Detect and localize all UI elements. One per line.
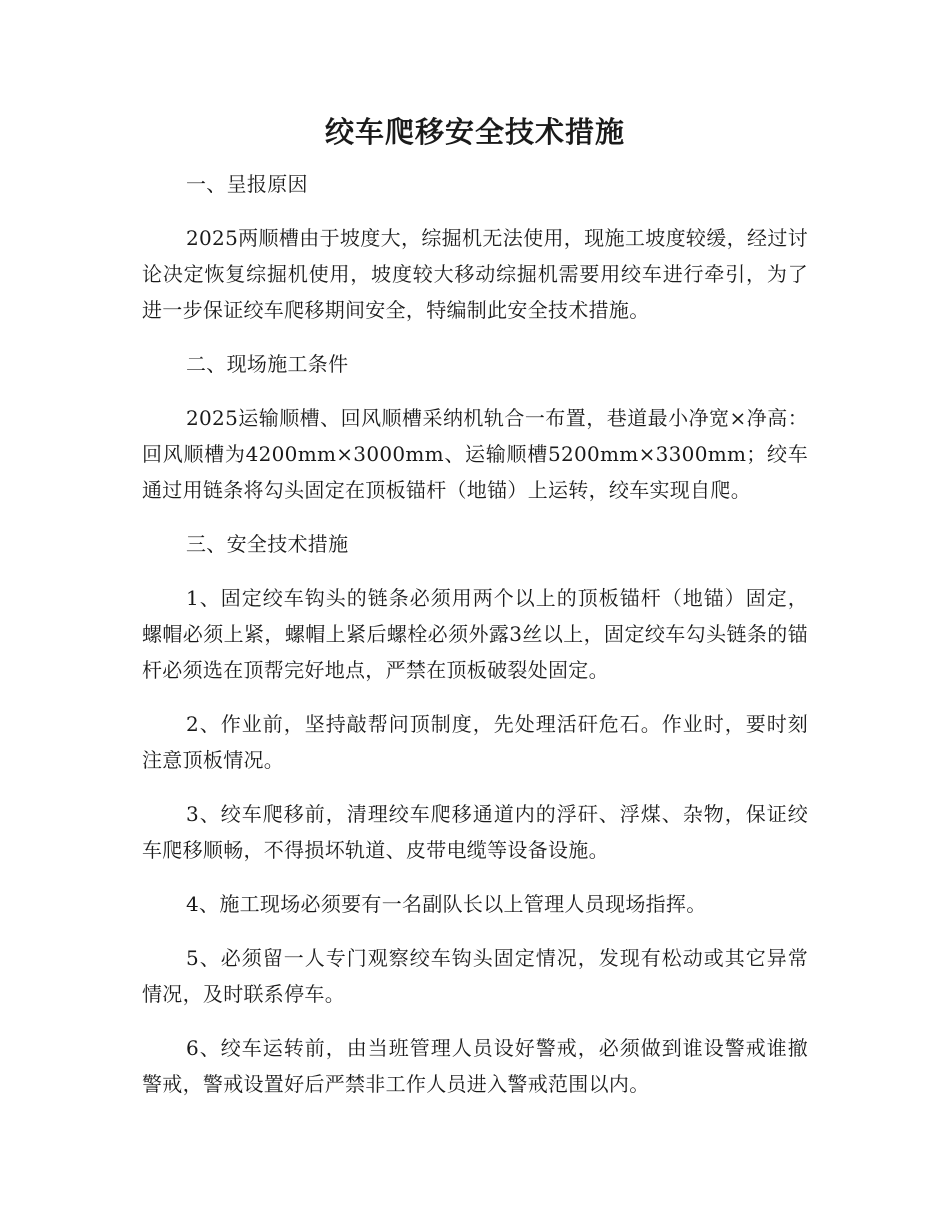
measure-item-3: 3、绞车爬移前，清理绞车爬移通道内的浮矸、浮煤、杂物，保证绞车爬移顺畅，不得损坏轨道、皮带电缆等设备设施。 — [142, 802, 808, 862]
section-heading-reason: 一、呈报原因 — [186, 172, 308, 196]
measure-item-6: 6、绞车运转前，由当班管理人员设好警戒，必须做到谁设警戒谁撤警戒，警戒设置好后严禁非工作人员进入警戒范围以内。 — [142, 1036, 808, 1096]
section-heading-measures: 三、安全技术措施 — [186, 532, 349, 556]
paragraph-reason: 2025两顺槽由于坡度大，综掘机无法使用，现施工坡度较缓，经过讨论决定恢复综掘机使用，坡度较大移动综掘机需要用绞车进行牵引，为了进一步保证绞车爬移期间安全，特编制此安全技术措施。 — [142, 226, 808, 322]
measure-item-1: 1、固定绞车钩头的链条必须用两个以上的顶板锚杆（地锚）固定，螺帽必须上紧，螺帽上紧后螺栓必须外露3丝以上，固定绞车勾头链条的锚杆必须选在顶帮完好地点，严禁在顶板破裂处固定。 — [142, 586, 808, 682]
document-title: 绞车爬移安全技术措施 — [324, 115, 625, 149]
paragraph-conditions: 2025运输顺槽、回风顺槽采纳机轨合一布置，巷道最小净宽×净高：回风顺槽为4200mm×3000mm、运输顺槽5200mm×3300mm；绞车通过用链条将勾头固定在顶板锚杆（地锚）上运转，绞车实现自爬。 — [142, 406, 808, 502]
measure-item-2: 2、作业前，坚持敲帮问顶制度，先处理活矸危石。作业时，要时刻注意顶板情况。 — [142, 712, 808, 772]
measure-item-4: 4、施工现场必须要有一名副队长以上管理人员现场指挥。 — [186, 892, 707, 916]
measure-item-5: 5、必须留一人专门观察绞车钩头固定情况，发现有松动或其它异常情况，及时联系停车。 — [142, 946, 808, 1006]
section-heading-conditions: 二、现场施工条件 — [186, 352, 349, 376]
document-body — [142, 166, 808, 1102]
